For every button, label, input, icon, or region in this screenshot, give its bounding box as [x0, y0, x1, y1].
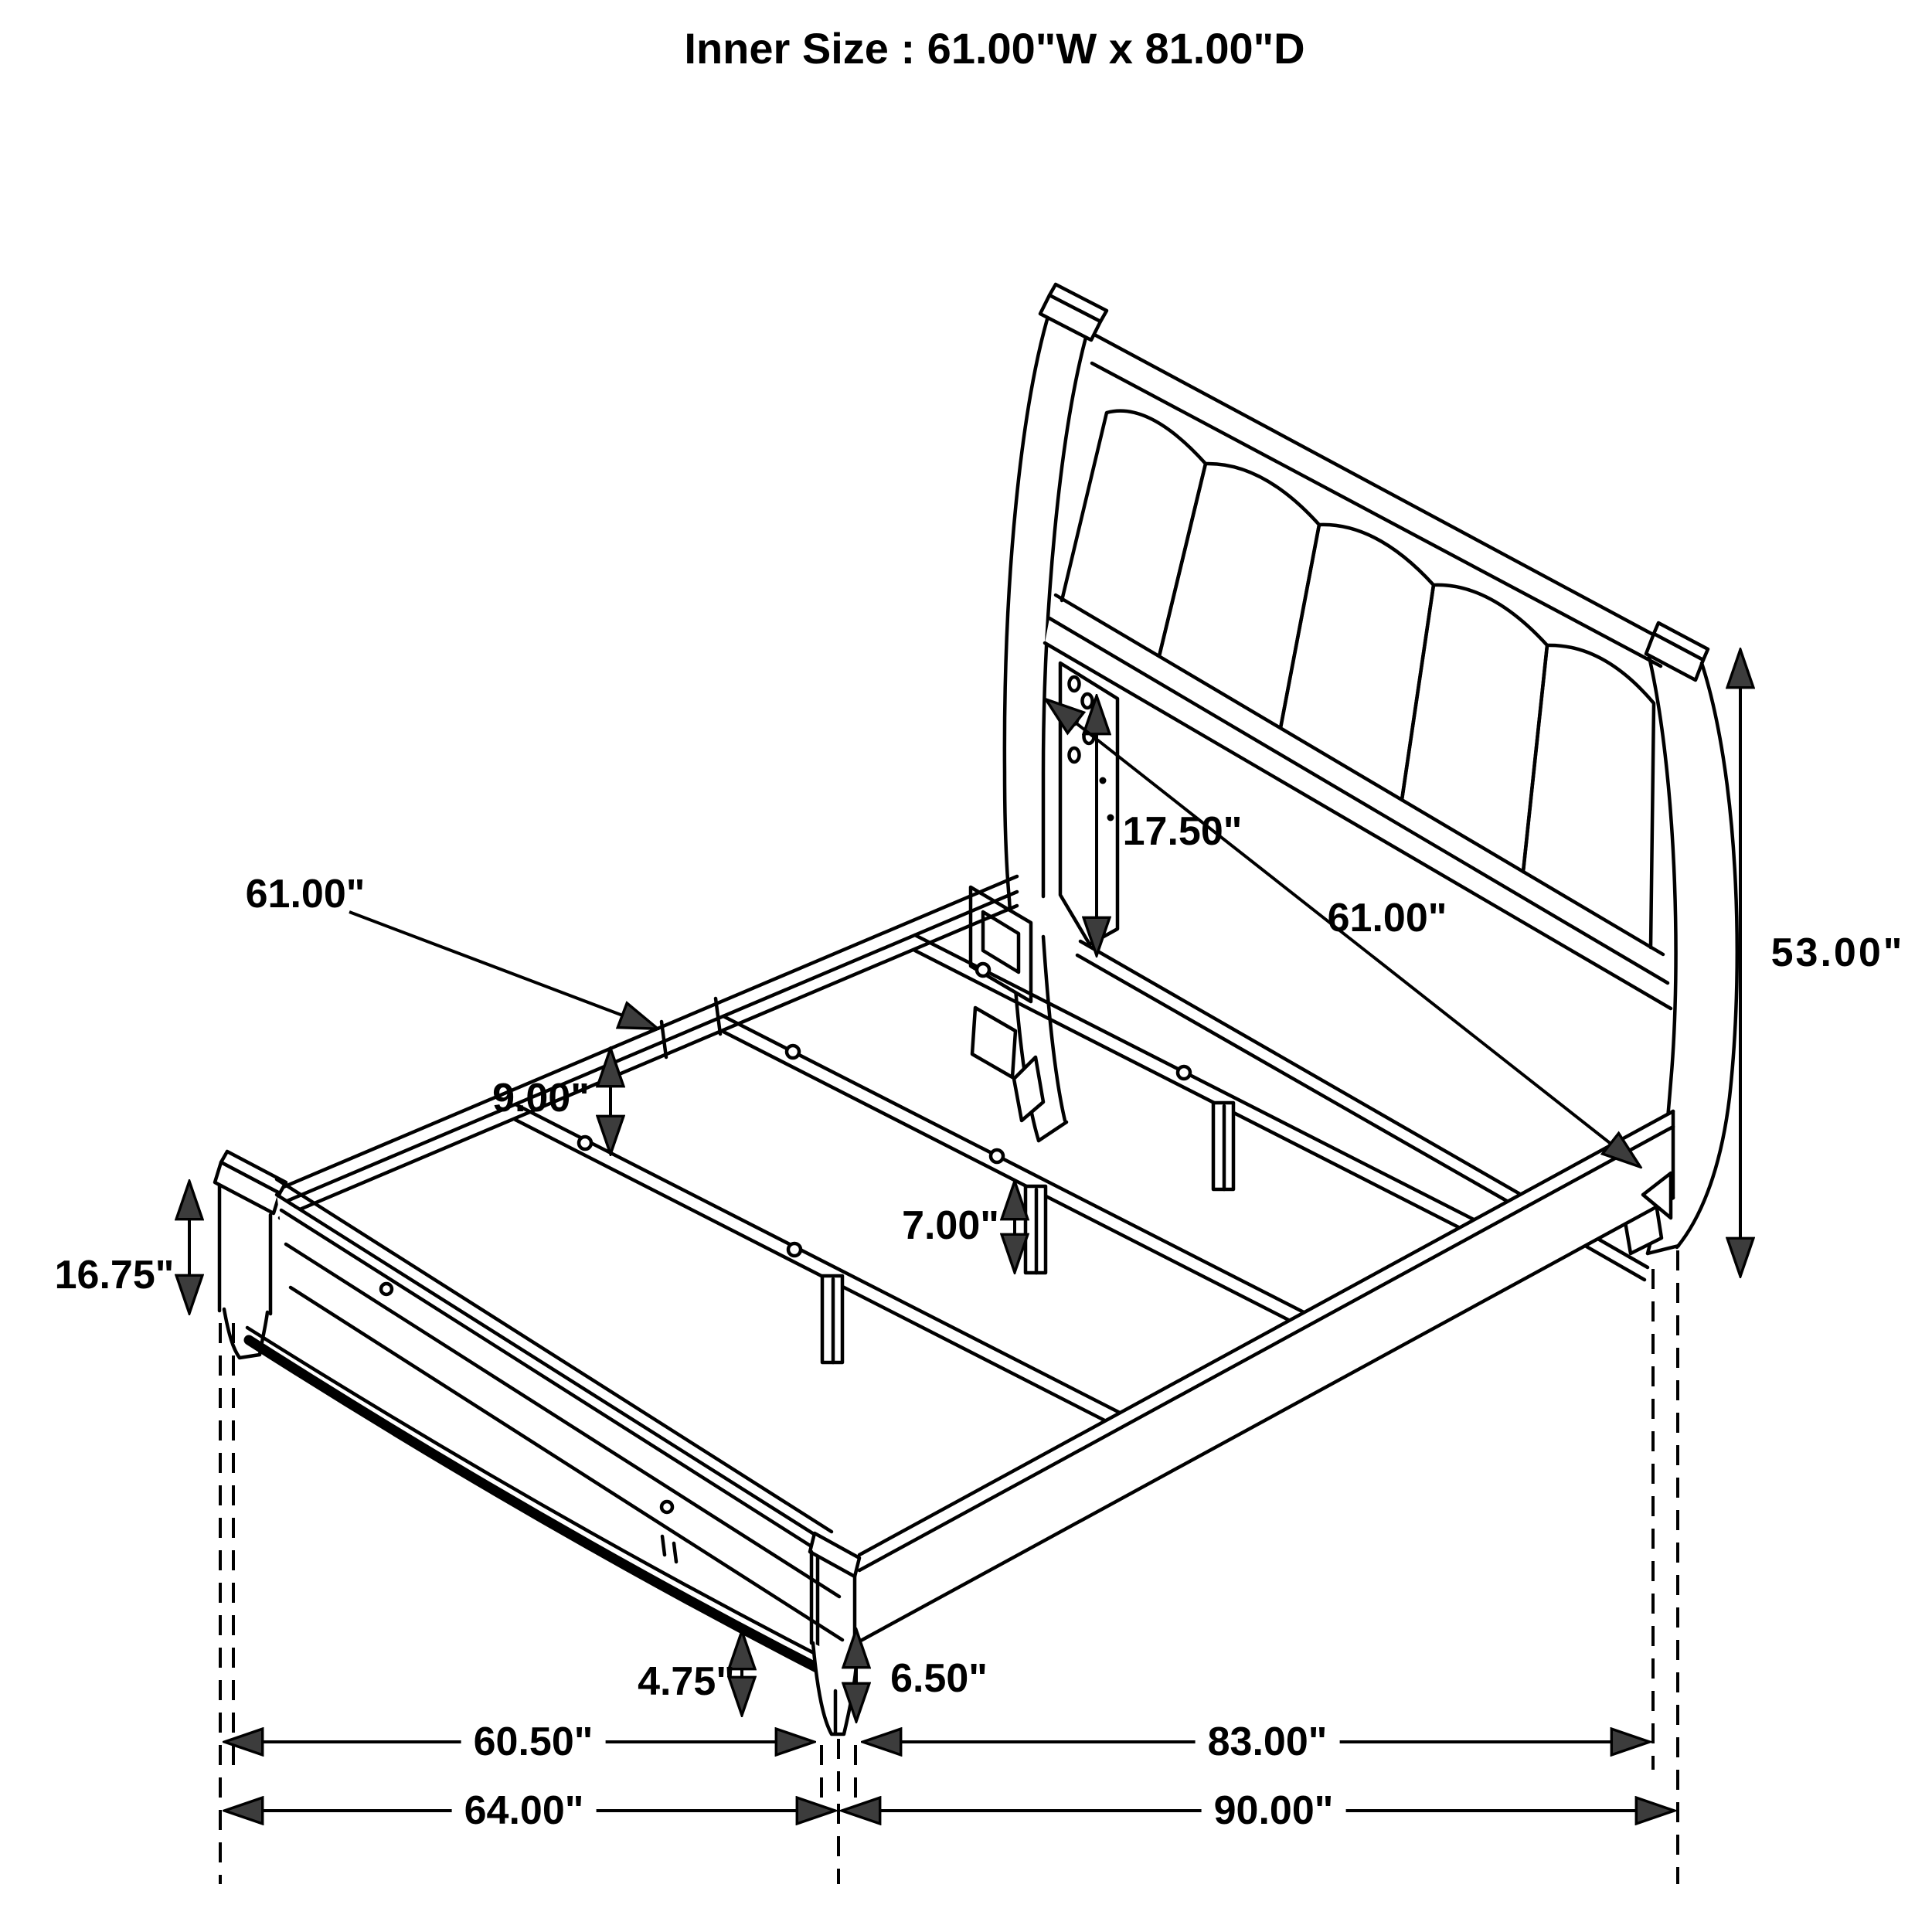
- headboard-left-leg-inner: [1043, 937, 1065, 1121]
- dim-label-61-left: 61.00": [245, 872, 366, 917]
- dim-label-83-00: 83.00": [1196, 1720, 1340, 1764]
- dim-label-9-00: 9.00": [492, 1076, 590, 1121]
- footboard-rail-hole: [381, 1284, 392, 1294]
- dim-label-6-50: 6.50": [890, 1656, 988, 1701]
- dim-label-17-50: 17.50": [1122, 809, 1243, 854]
- dim-label-7-00: 7.00": [902, 1203, 999, 1248]
- headboard-left-leg-bottom: [1039, 1122, 1066, 1141]
- dim-label-61-inner: 61.00": [1327, 896, 1447, 940]
- headboard-right-stile-outer: [1677, 663, 1737, 1247]
- footboard-panel-bottom: [291, 1287, 842, 1640]
- footboard-rail-top-edge: [277, 1195, 835, 1547]
- headboard-right-leg-bottom: [1648, 1246, 1679, 1253]
- footboard-panel-hole: [662, 1502, 672, 1512]
- dim-label-90-00: 90.00": [1202, 1789, 1346, 1832]
- footboard: [215, 1151, 859, 1734]
- dim-label-16-75: 16.75": [54, 1253, 175, 1298]
- headboard-left-stile-outer: [1005, 301, 1053, 900]
- footboard-rail-front-top: [281, 1210, 837, 1563]
- footboard-rail-back-edge: [277, 1179, 832, 1532]
- dim-label-64-00: 64.00": [452, 1789, 597, 1832]
- headboard-panel-fill: [1056, 363, 1663, 954]
- dim-label-60-50: 60.50": [461, 1720, 606, 1764]
- headboard: [971, 284, 1737, 1280]
- dim-label-53-00: 53.00": [1770, 930, 1905, 975]
- mount-dot-2: [1107, 815, 1114, 821]
- diagram-title: Inner Size : 61.00"W x 81.00"D: [684, 24, 1305, 73]
- frame: [280, 876, 1673, 1643]
- right-side-rail: [859, 1111, 1673, 1643]
- mount-dot-1: [1100, 777, 1107, 784]
- footboard-rail-fill: [277, 1193, 839, 1597]
- footboard-panel-notch: [662, 1536, 676, 1562]
- slat-support-legs: [822, 1103, 1233, 1362]
- footboard-panel-fill: [287, 1247, 842, 1641]
- dim-label-4-75: 4.75": [638, 1659, 735, 1704]
- leader-61-left: [349, 912, 655, 1028]
